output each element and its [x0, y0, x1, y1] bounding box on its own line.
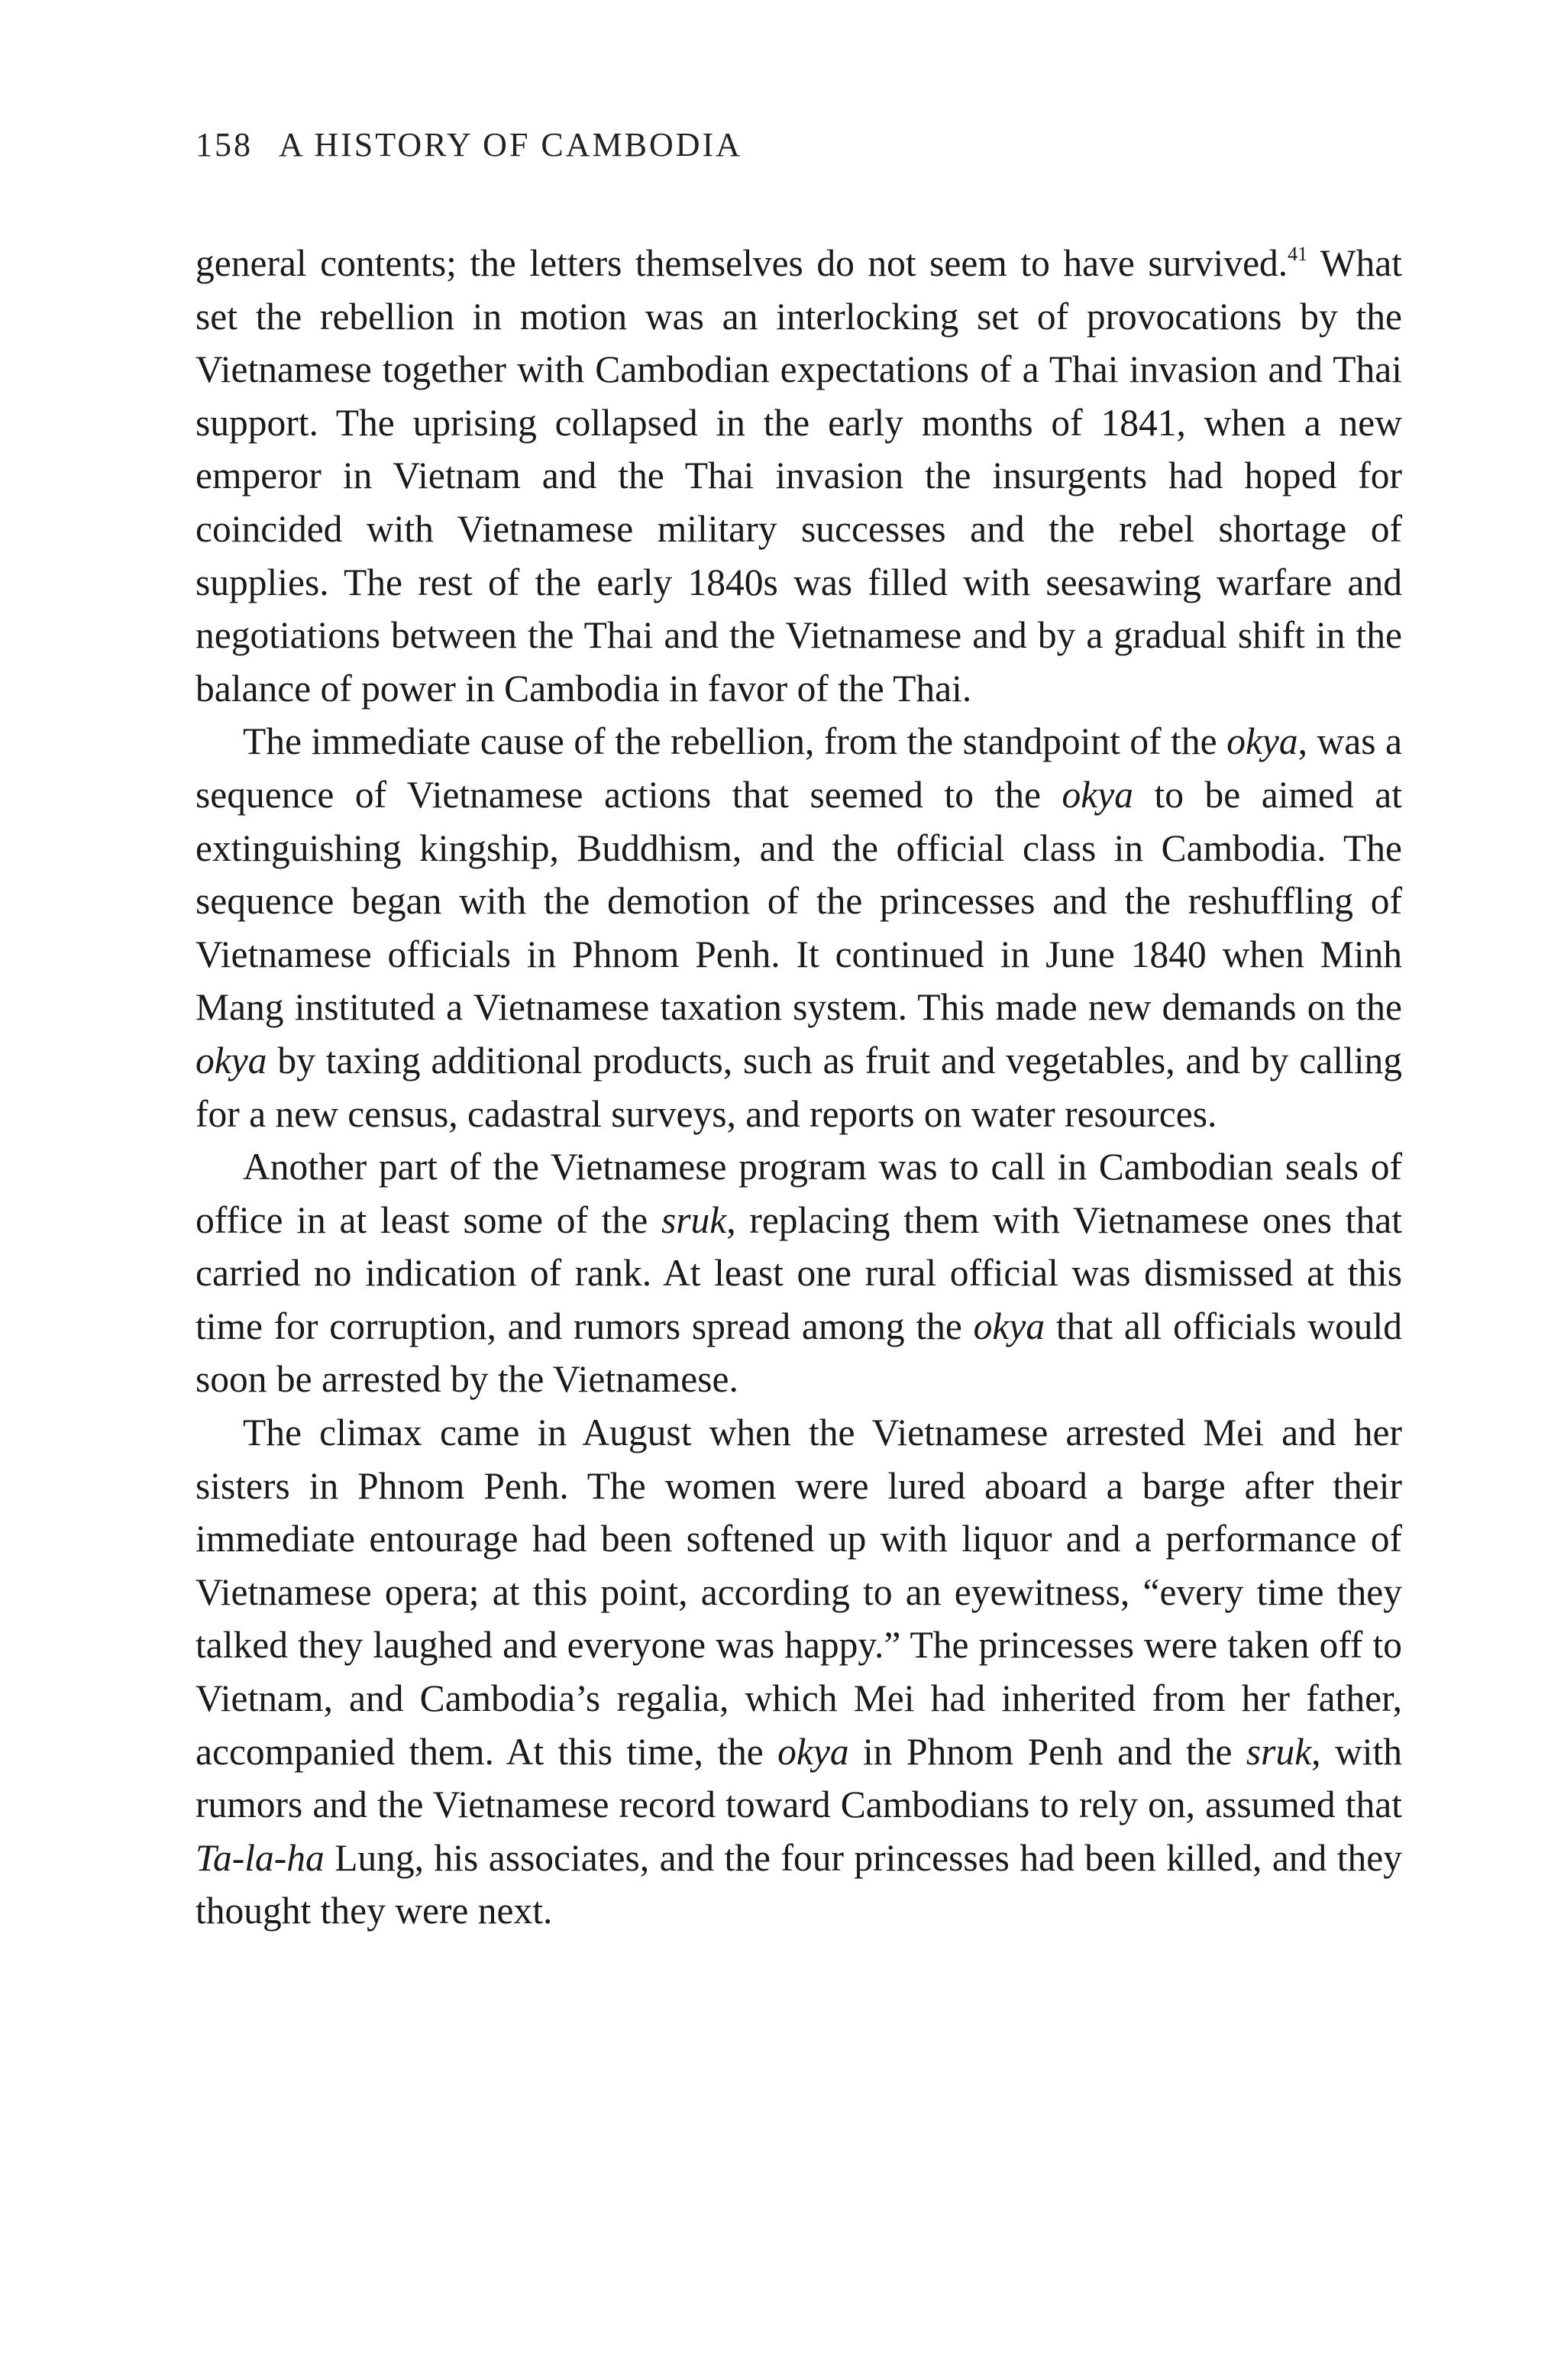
text-run: , with rumors and the Vietnamese record toward Cambodians to rely on, assumed that	[196, 1730, 1402, 1826]
paragraph	[196, 237, 1402, 715]
text-run: to be aimed at extinguishing kingship, Buddhism, and the official class in Cambodia. The sequence began with the demotion of the princesses and the reshuffling of Vietnamese officials in Phnom Penh. It continued in June 1840 when Minh Mang instituted a Vietnamese taxation system. This made new demands on the	[196, 773, 1402, 1029]
text-run: general contents; the letters themselves do not seem to have survived.	[196, 242, 1288, 284]
paragraph	[196, 1406, 1402, 1938]
paragraph	[196, 715, 1402, 1140]
running-head	[196, 122, 1402, 168]
italic-term: Ta-la-ha	[196, 1836, 325, 1879]
text-run: by taxing additional products, such as fruit and vegetables, and by calling for a new census, cadastral surveys, and reports on water resources.	[196, 1039, 1402, 1135]
text-run: Another part of the Vietnamese program was to call in Cambodian seals of office in at least some of the	[196, 1146, 1402, 1241]
book-page	[196, 122, 1402, 1938]
text-run: , replacing them with Vietnamese ones that carried no indication of rank. At least one rural official was dismissed at this time for corruption, and rumors spread among the	[196, 1198, 1402, 1347]
italic-term: okya	[196, 1039, 267, 1082]
footnote-ref: 41	[1288, 243, 1308, 265]
text-run: , was a sequence of Vietnamese actions that seemed to the	[196, 720, 1403, 816]
text-run: The immediate cause of the rebellion, from the standpoint of the	[243, 720, 1227, 763]
italic-term: okya	[1226, 720, 1298, 763]
text-run: What set the rebellion in motion was an interlocking set of provocations by the Vietnamese together with Cambodian expectations of a Thai invasion and Thai support. The uprising collapsed in the early months of 1841, when a new emperor in Vietnam and the Thai invasion the insurgents had hoped for coincided with Vietnamese military successes and the rebel shortage of supplies. The rest of the early 1840s was filled with seesawing warfare and negotiations between the Thai and the Vietnamese and by a gradual shift in the balance of power in Cambodia in favor of the Thai.	[196, 242, 1402, 710]
text-run: that all officials would soon be arrested by the Vietnamese.	[196, 1305, 1402, 1401]
italic-term: okya	[973, 1305, 1045, 1347]
paragraph	[196, 1140, 1402, 1406]
italic-term: okya	[777, 1730, 849, 1773]
text-run: Lung, his associates, and the four princesses had been killed, and they thought they were next.	[196, 1836, 1402, 1932]
italic-term: okya	[1062, 773, 1133, 816]
text-run: in Phnom Penh and the	[848, 1730, 1246, 1773]
italic-term: sruk	[1246, 1730, 1312, 1773]
page-number: 158	[196, 126, 253, 163]
body-text	[196, 237, 1402, 1938]
running-title: A HISTORY OF CAMBODIA	[279, 126, 742, 163]
italic-term: sruk	[661, 1198, 727, 1241]
text-run: The climax came in August when the Vietnamese arrested Mei and her sisters in Phnom Penh. The women were lured aboard a barge after their immediate entourage had been softened up with liquor and a performance of Vietnamese opera; at this point, according to an eyewitness, “every time they talked they laughed and everyone was happy.” The princesses were taken off to Vietnam, and Cambodia’s regalia, which Mei had inherited from her father, accompanied them. At this time, the	[196, 1412, 1402, 1773]
